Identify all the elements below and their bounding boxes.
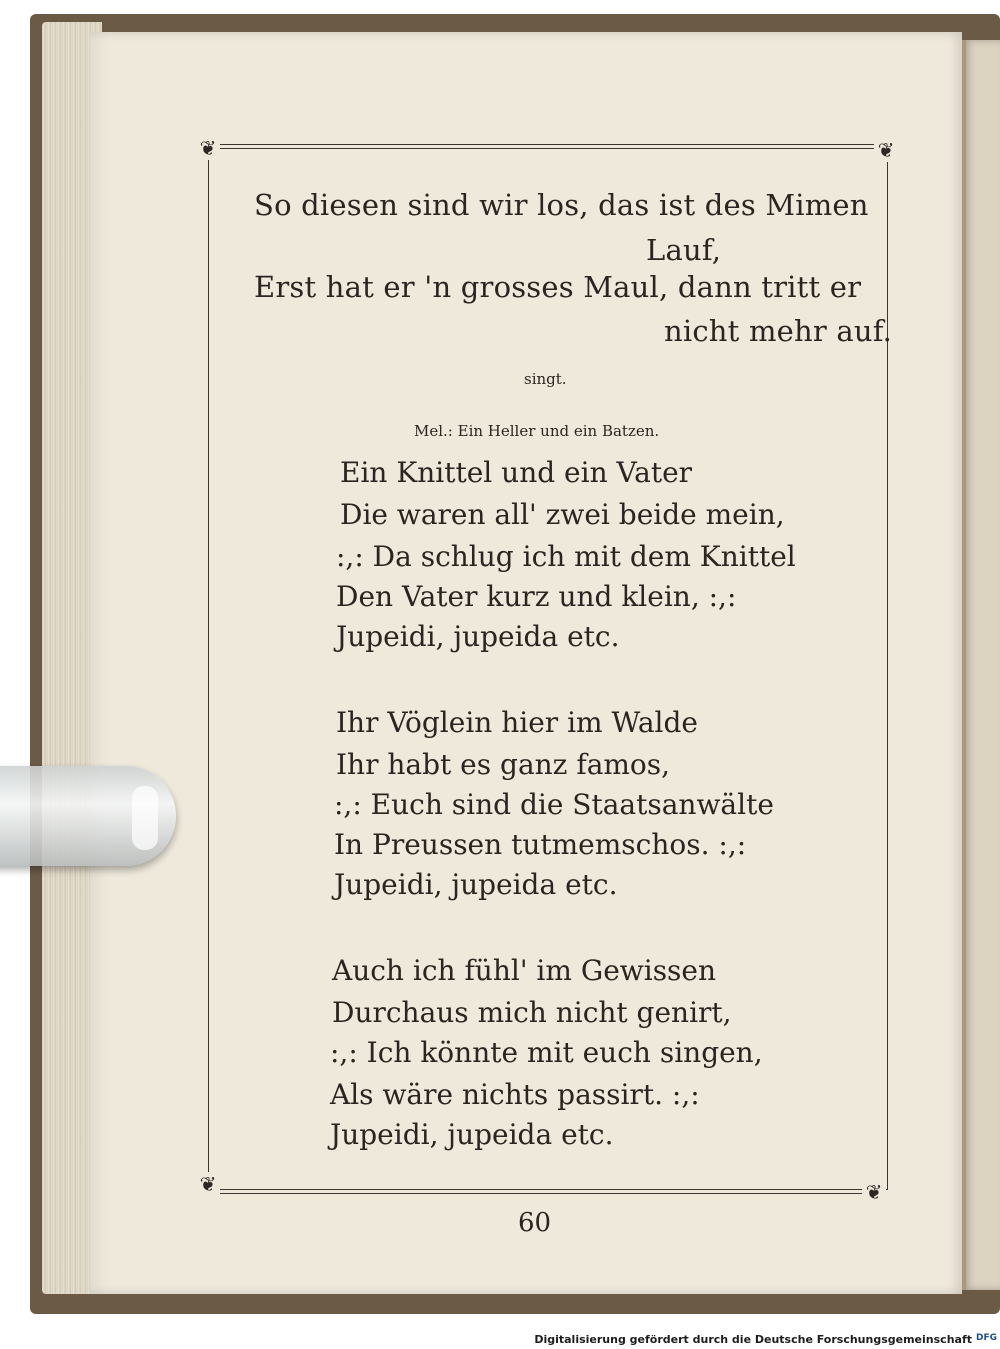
frame-rule-top bbox=[216, 144, 878, 145]
frame-rule-bottom bbox=[216, 1193, 878, 1194]
verse-line: In Preussen tutmemschos. :,: bbox=[334, 828, 747, 861]
verse-line: Ein Knittel und ein Vater bbox=[340, 456, 693, 489]
intro-line: So diesen sind wir los, das ist des Mimen bbox=[254, 188, 869, 222]
facing-page bbox=[962, 40, 1000, 1290]
verse-line: :,: Ich könnte mit euch singen, bbox=[330, 1036, 763, 1069]
ornament-icon: ❦ bbox=[862, 1180, 886, 1204]
verse-line: Die waren all' zwei beide mein, bbox=[340, 498, 785, 531]
page-number: 60 bbox=[518, 1208, 552, 1238]
verse-line: Jupeidi, jupeida etc. bbox=[330, 1118, 614, 1151]
stage-direction: singt. bbox=[524, 370, 567, 388]
intro-line: Lauf, bbox=[646, 233, 722, 267]
page-clip-highlight bbox=[132, 786, 158, 850]
verse-line: Als wäre nichts passirt. :,: bbox=[330, 1078, 700, 1111]
verse-line: Ihr habt es ganz famos, bbox=[336, 748, 671, 781]
verse-line: Durchaus mich nicht genirt, bbox=[332, 996, 732, 1029]
intro-line: nicht mehr auf. bbox=[664, 314, 893, 348]
verse-line: Den Vater kurz und klein, :,: bbox=[336, 580, 737, 613]
page-frame bbox=[208, 148, 888, 1190]
ornament-icon: ❦ bbox=[874, 138, 898, 162]
verse-line: Jupeidi, jupeida etc. bbox=[334, 868, 618, 901]
digitization-credit: Digitalisierung gefördert durch die Deutsche Forschungsgemeinschaft bbox=[534, 1333, 972, 1346]
ornament-icon: ❦ bbox=[196, 1172, 220, 1196]
verse-line: Ihr Vöglein hier im Walde bbox=[336, 706, 698, 739]
ornament-icon: ❦ bbox=[196, 136, 220, 160]
verse-line: Auch ich fühl' im Gewissen bbox=[332, 954, 717, 987]
verse-line: :,: Euch sind die Staatsanwälte bbox=[334, 788, 774, 821]
dfg-logo: DFG bbox=[976, 1333, 998, 1343]
intro-line: Erst hat er 'n grosses Maul, dann tritt er bbox=[254, 270, 862, 304]
verse-line: :,: Da schlug ich mit dem Knittel bbox=[336, 540, 796, 573]
verse-line: Jupeidi, jupeida etc. bbox=[336, 620, 620, 653]
melody-note: Mel.: Ein Heller und ein Batzen. bbox=[414, 422, 660, 440]
